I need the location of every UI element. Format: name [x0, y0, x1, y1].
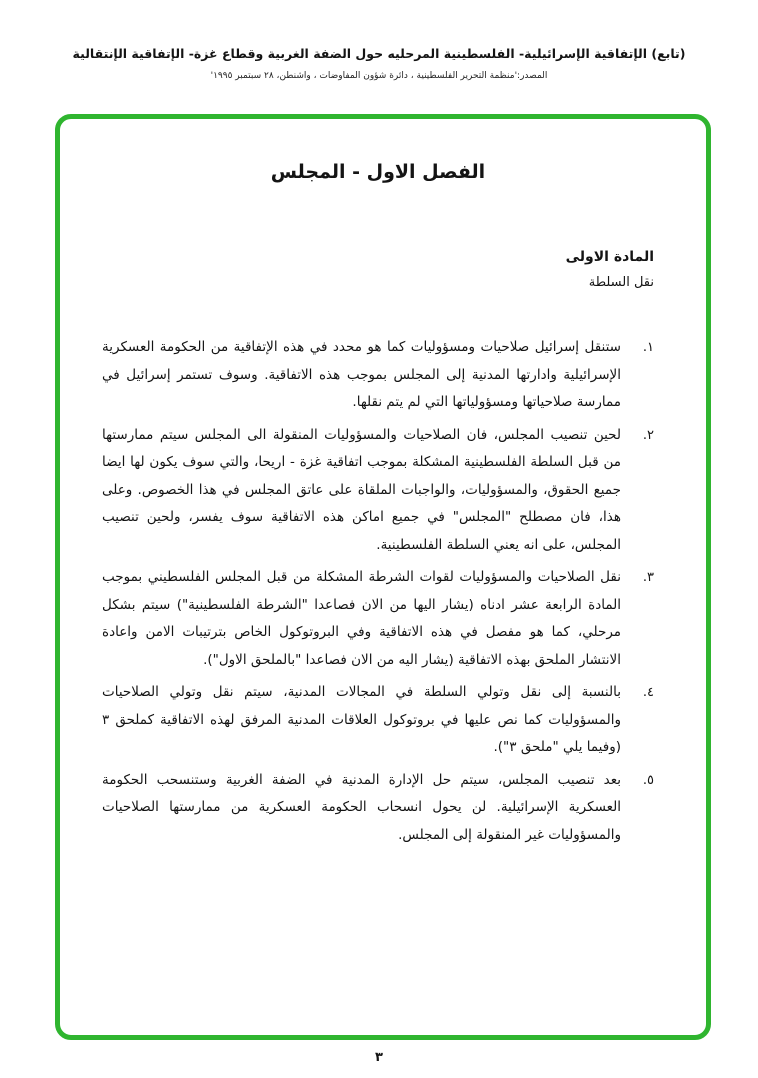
- clause-text: ستنقل إسرائيل صلاحيات ومسؤوليات كما هو محدد في هذه الإتفاقية من الحكومة العسكرية الإسرائيلية وادارتها المدنية إلى المجلس بموجب هذه الاتفاقية. وسوف تستمر إسرائيل في ممارسة صلاحياتها ومسؤولياتها التي لم يتم نقلها.: [102, 339, 621, 410]
- clause-item: [102, 564, 654, 674]
- clause-number: ٥.: [642, 772, 654, 788]
- clause-number: ٤.: [642, 685, 654, 700]
- clause-item: [102, 422, 654, 560]
- page-footer: [0, 1046, 758, 1065]
- clause-text: بالنسبة إلى نقل وتولي السلطة في المجالات المدنية، سيتم نقل وتولي الصلاحيات والمسؤوليات كما نص عليها في بروتوكول العلاقات المدنية المرفق لهذه الاتفاقية كملحق ٣ (وفيما يلي "ملحق ٣").: [102, 684, 621, 755]
- header-title: (تابع) الإتفاقية الإسرائيلية- الفلسطينية المرحليه حول الضفة الغربية وقطاع غزة- الإتفاقية الإنتقالية: [72, 46, 686, 61]
- header-source-line: المصدر:'منظمة التحرير الفلسطينية ، دائرة شؤون المفاوضات ، واشنطن، ٢٨ سبتمبر ١٩٩٥': [210, 71, 548, 81]
- clause-item: [102, 767, 654, 850]
- page-number: ٣: [375, 1050, 383, 1065]
- clause-list: [102, 334, 654, 849]
- clause-number: ١.: [642, 340, 654, 355]
- article-subheading: نقل السلطة: [588, 275, 654, 290]
- clause-text: بعد تنصيب المجلس، سيتم حل الإدارة المدنية في الضفة الغربية وستنسحب الحكومة العسكرية الإسرائيلية. لن يحول انسحاب الحكومة العسكرية من ممارستها الصلاحيات والمسؤوليات غير المنقولة إلى المجلس.: [102, 771, 621, 843]
- clause-number: ٣.: [642, 570, 654, 585]
- article-heading: المادة الاولى: [565, 249, 654, 265]
- content-frame: [55, 114, 711, 1040]
- document-header: [0, 46, 758, 81]
- chapter-title: الفصل الاول - المجلس: [270, 161, 486, 183]
- clause-text: نقل الصلاحيات والمسؤوليات لقوات الشرطة المشكلة من قبل المجلس الفلسطيني بموجب المادة الرابعة عشر ادناه (يشار اليها من الان فصاعدا "الشرطة الفلسطينية") سيتم بشكل مرحلي، كما هو مفصل في هذه الاتفاقية وفي البروتوكول الخاص بترتيبات الامن واعادة الانتشار الملحق بهذه الاتفاقية (يشار اليه من الان فصاعدا "بالملحق الاول").: [102, 569, 621, 668]
- clause-number: ٢.: [642, 427, 654, 443]
- clause-item: [102, 334, 654, 417]
- clause-item: [102, 679, 654, 762]
- clause-text: لحين تنصيب المجلس، فان الصلاحيات والمسؤوليات المنقولة الى المجلس سيتم ممارستها من قبل السلطة الفلسطينية المشكلة بموجب اتفاقية غزة - اريحا، والتي سوف يكون لها ايضا جميع الحقوق، والمسؤوليات، والواجبات الملقاة على عاتق المجلس في هذا الخصوص. وعلى هذا، فان مصطلح "المجلس" في جميع اماكن هذه الاتفاقية سوف يفسر، ولحين تنصيب المجلس، على انه يعني السلطة الفلسطينية.: [102, 426, 621, 553]
